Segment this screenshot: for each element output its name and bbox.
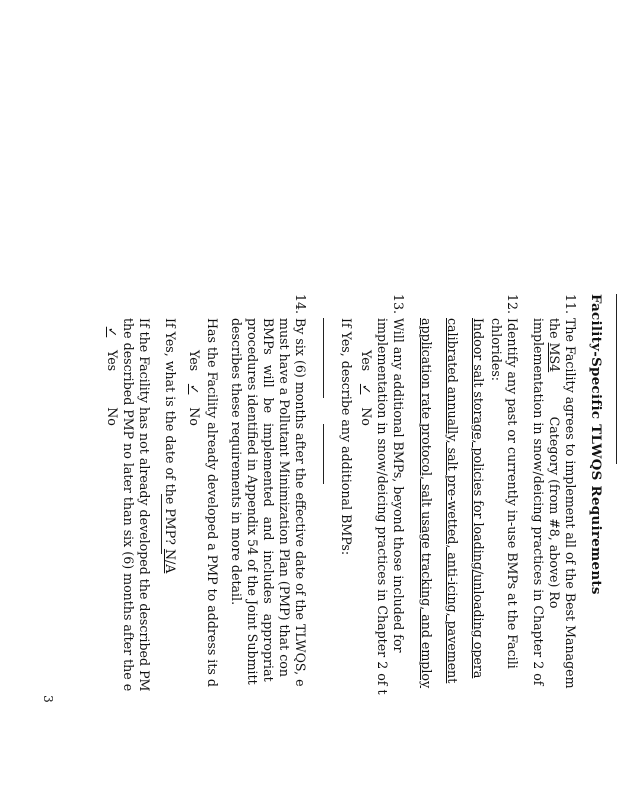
item14-line1: 14. By six (6) months after the effective date of the TLWQS, e	[293, 294, 308, 687]
item11-line2-pre: the	[547, 318, 562, 339]
item12-line1: 12. Identify any past or currently in-use BMPs at the Facili	[505, 294, 520, 669]
item14-line3: BMPs will be implemented and includes appropriat	[261, 318, 276, 682]
item11-line2	[546, 318, 562, 609]
item13-no-label: No	[359, 407, 374, 426]
item13-yes-label: Yes	[359, 350, 374, 372]
item14-q3-yes-label: Yes	[105, 350, 120, 372]
item13-answer-rule-1	[323, 318, 324, 398]
item14-line4: procedures identified in Appendix 54 of the Joint Submitt	[245, 318, 260, 685]
item13-line2: implementation in snow/deicing practices in Chapter 2 of t	[375, 318, 390, 695]
item14-q1-yes-label: Yes	[187, 350, 202, 372]
item11-line1: 11. The Facility agrees to implement all of the Best Managem	[563, 294, 578, 689]
item14-q1-no-label: No	[187, 407, 202, 426]
item13-answer-rule-2	[323, 424, 324, 484]
item14-q3-yes-no	[104, 318, 120, 426]
page-number: 3	[40, 695, 55, 703]
item14-line5: describes these requirements in more detail.	[229, 318, 244, 606]
rule-top-3	[616, 294, 617, 464]
item14-q1-no-check: ✓	[187, 383, 202, 395]
item12-answer-line2: calibrated annually, salt pre-wetted, anti-icing, pavement	[445, 318, 460, 684]
section-heading: Facility-Specific TLWQS Requirements	[588, 294, 604, 595]
item13-no-check: ✓	[359, 383, 374, 395]
item12-answer-line1: Indoor salt storage, policies for loading/unloading opera	[471, 318, 486, 679]
item13-line1: 13. Will any additional BMPs, beyond those included for	[391, 294, 406, 653]
item14-q3-no-label: No	[105, 407, 120, 426]
item14-q1-yes-no	[186, 318, 202, 426]
item14-q2-answer: N/A	[163, 548, 178, 574]
item14-line2: must have a Pollutant Minimization Plan (PMP) that con	[277, 318, 292, 677]
item14-q3-yes-check: ✓	[105, 326, 120, 338]
item12-answer-line3: application rate protocol, salt usage tracking, and employ	[419, 318, 434, 689]
item14-question3-line1: If the Facility has not already developed the described PM	[137, 318, 152, 692]
item14-question1: Has the Facility already developed a PMP to address its d	[205, 318, 220, 687]
item12-line2: chlorides:	[489, 318, 504, 382]
item14-q2-text: If Yes, what is the date of the PMP?	[163, 318, 178, 545]
item14-question3-line2: the described PMP no later than six (6) months after the e	[121, 318, 136, 692]
item13-yes-no	[358, 318, 374, 426]
item11-line3: implementation in snow/deicing practices in Chapter 2 of	[531, 318, 546, 686]
item14-q2-answer-rule	[161, 494, 162, 554]
item14-question2	[162, 318, 178, 589]
item13-describe: If Yes, describe any additional BMPs:	[339, 318, 354, 556]
item11-line2-post: Category (from #8, above) Ro	[547, 416, 562, 609]
item11-category-choice: MS4	[547, 342, 562, 373]
